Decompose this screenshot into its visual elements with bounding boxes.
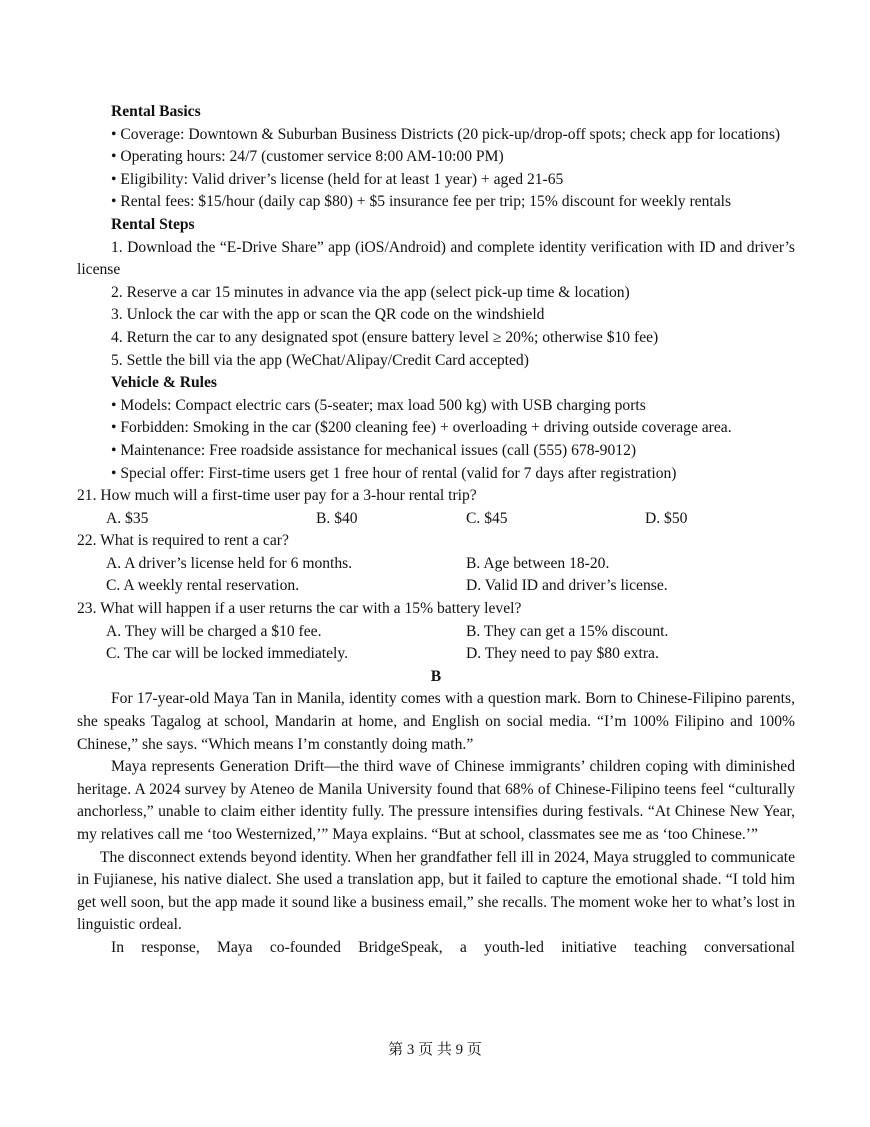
- option: A. $35: [106, 509, 149, 527]
- options-23b: [77, 643, 795, 666]
- option: B. Age between 18-20.: [466, 554, 610, 572]
- question-21: 21. How much will a first-time user pay for a 3-hour rental trip?: [77, 487, 477, 505]
- option: D. Valid ID and driver’s license.: [466, 577, 668, 595]
- paragraph: For 17-year-old Maya Tan in Manila, identity comes with a question mark. Born to Chinese-Filipino parents, she speaks Tagalog at school, Mandarin at home, and English on social media. “I’m 100% Filipino and 100% Chinese,” she says. “Which means I’m constantly doing math.”: [77, 690, 795, 753]
- list-item: 3. Unlock the car with the app or scan the QR code on the windshield: [111, 306, 545, 324]
- options-22b: [77, 575, 795, 598]
- option: C. $45: [466, 509, 508, 527]
- options-23: [77, 621, 795, 644]
- list-item: • Special offer: First-time users get 1 free hour of rental (valid for 7 days after registration): [111, 464, 677, 482]
- list-item: • Rental fees: $15/hour (daily cap $80) + $5 insurance fee per trip; 15% discount for weekly rentals: [111, 193, 732, 211]
- heading-vehicle-rules: Vehicle & Rules: [111, 374, 217, 392]
- paragraph: The disconnect extends beyond identity. When her grandfather fell ill in 2024, Maya struggled to communicate in Fujianese, his native dialect. She used a translation app, but it failed to capture the emotional shade. “I told him get well soon, but the app made it sound like a business email,” she recalls. The moment woke her to what’s lost in linguistic ordeal.: [77, 848, 795, 934]
- passage-label: B: [430, 667, 442, 685]
- option: A. They will be charged a $10 fee.: [106, 622, 322, 640]
- options-22: [77, 553, 795, 576]
- page-content: [77, 101, 795, 960]
- list-item: 1. Download the “E-Drive Share” app (iOS/Android) and complete identity verification with ID and driver’s license: [77, 238, 795, 279]
- option: C. A weekly rental reservation.: [106, 577, 300, 595]
- question-23: 23. What will happen if a user returns the car with a 15% battery level?: [77, 600, 522, 618]
- paragraph: Maya represents Generation Drift—the third wave of Chinese immigrants’ children coping with diminished heritage. A 2024 survey by Ateneo de Manila University found that 68% of Chinese-Filipino teens feel “culturally anchorless,” unable to claim either identity fully. The pressure intensifies during festivals. “At Chinese New Year, my relatives call me ‘too Westernized,’” Maya explains. “But at school, classmates see me as ‘too Chinese.’”: [77, 758, 795, 843]
- list-item: • Maintenance: Free roadside assistance for mechanical issues (call (555) 678-9012): [111, 441, 637, 459]
- heading-rental-steps: Rental Steps: [111, 215, 195, 233]
- list-item: • Eligibility: Valid driver’s license (held for at least 1 year) + aged 21-65: [111, 170, 564, 188]
- option: C. The car will be locked immediately.: [106, 645, 349, 663]
- question-22: 22. What is required to rent a car?: [77, 532, 289, 550]
- list-item: 4. Return the car to any designated spot (ensure battery level ≥ 20%; otherwise $10 fee): [111, 328, 659, 346]
- paragraph: In response, Maya co-founded BridgeSpeak, a youth-led initiative teaching conversational: [111, 938, 795, 956]
- list-item: • Coverage: Downtown & Suburban Business Districts (20 pick-up/drop-off spots; check app for locations): [111, 125, 781, 143]
- page-number: 第 3 页 共 9 页: [388, 1042, 482, 1058]
- options-21: [77, 508, 795, 531]
- list-item: • Models: Compact electric cars (5-seater; max load 500 kg) with USB charging ports: [111, 396, 646, 414]
- option: B. $40: [316, 509, 358, 527]
- option: D. They need to pay $80 extra.: [466, 645, 659, 663]
- list-item: 2. Reserve a car 15 minutes in advance via the app (select pick-up time & location): [111, 283, 630, 301]
- option: D. $50: [645, 509, 688, 527]
- heading-rental-basics: Rental Basics: [111, 103, 201, 120]
- option: A. A driver’s license held for 6 months.: [106, 554, 353, 572]
- list-item: 5. Settle the bill via the app (WeChat/Alipay/Credit Card accepted): [111, 351, 529, 369]
- option: B. They can get a 15% discount.: [466, 622, 669, 640]
- list-item: • Operating hours: 24/7 (customer service 8:00 AM-10:00 PM): [111, 148, 504, 166]
- list-item: • Forbidden: Smoking in the car ($200 cleaning fee) + overloading + driving outside coverage area.: [111, 419, 732, 437]
